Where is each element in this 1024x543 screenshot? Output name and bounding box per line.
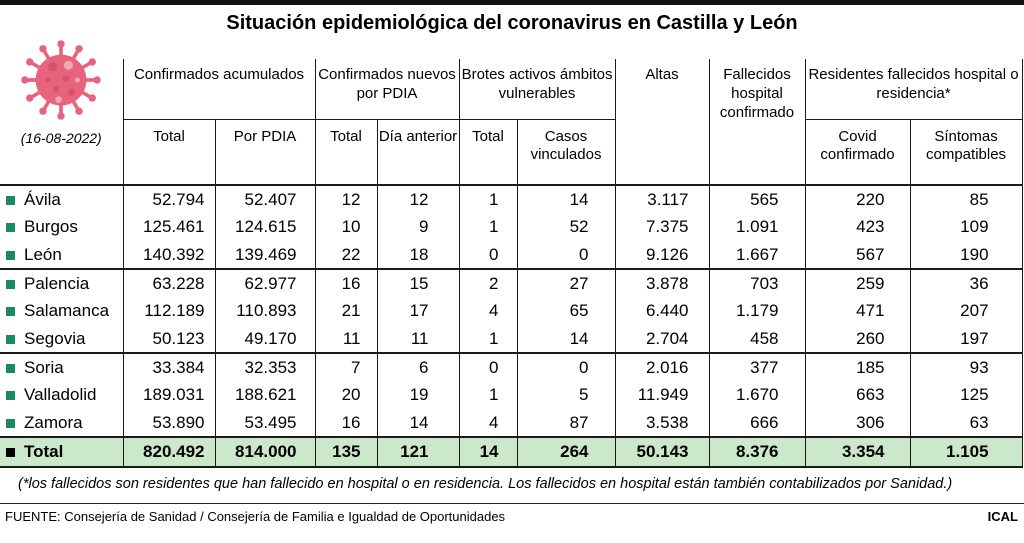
province-name: León <box>24 244 62 264</box>
bullet-icon <box>6 280 15 289</box>
data-cell: 53.495 <box>215 409 315 437</box>
subheader-covid-confirmado: Covid confirmado <box>805 119 910 185</box>
subheader-casos-vinculados: Casos vinculados <box>517 119 615 185</box>
header-sub-row <box>0 119 1022 185</box>
bullet-icon <box>6 251 15 260</box>
coronavirus-icon <box>20 39 102 121</box>
data-cell: 14 <box>517 325 615 353</box>
data-cell: 3.878 <box>615 269 709 297</box>
data-cell: 1 <box>459 185 517 213</box>
subheader-sintomas-compatibles: Síntomas compatibles <box>910 119 1022 185</box>
data-cell: 124.615 <box>215 213 315 241</box>
data-cell: 567 <box>805 241 910 269</box>
subheader-nuevos-total: Total <box>315 119 377 185</box>
province-name: Segovia <box>24 328 86 348</box>
province-cell <box>0 185 123 213</box>
data-cell: 17 <box>377 297 459 325</box>
data-cell: 1.670 <box>709 381 805 409</box>
corner-content <box>0 59 123 148</box>
data-cell: 565 <box>709 185 805 213</box>
data-cell: 12 <box>377 185 459 213</box>
province-name: Palencia <box>24 273 90 293</box>
data-cell: 63.228 <box>123 269 215 297</box>
data-cell: 9 <box>377 213 459 241</box>
data-cell: 423 <box>805 213 910 241</box>
total-cell: 14 <box>459 437 517 467</box>
data-cell: 471 <box>805 297 910 325</box>
data-cell: 1.091 <box>709 213 805 241</box>
table-row-soria <box>0 353 1022 381</box>
data-cell: 18 <box>377 241 459 269</box>
province-cell <box>0 269 123 297</box>
data-cell: 15 <box>377 269 459 297</box>
data-cell: 5 <box>517 381 615 409</box>
data-cell: 197 <box>910 325 1022 353</box>
total-cell: 8.376 <box>709 437 805 467</box>
data-cell: 0 <box>517 241 615 269</box>
data-cell: 112.189 <box>123 297 215 325</box>
page-title: Situación epidemiológica del coronavirus en Castilla y León <box>226 12 798 34</box>
group-header-brotes-activos: Brotes activos ámbitos vulnerables <box>459 59 615 119</box>
data-cell: 11 <box>377 325 459 353</box>
data-cell: 11 <box>315 325 377 353</box>
data-cell: 109 <box>910 213 1022 241</box>
group-header-confirmados-nuevos: Confirmados nuevos por PDIA <box>315 59 459 119</box>
data-cell: 14 <box>377 409 459 437</box>
data-cell: 259 <box>805 269 910 297</box>
source-text: FUENTE: Consejería de Sanidad / Consejería de Familia e Igualdad de Oportunidades <box>5 509 506 524</box>
table-row-leon <box>0 241 1022 269</box>
data-cell: 85 <box>910 185 1022 213</box>
data-cell: 703 <box>709 269 805 297</box>
province-name: Salamanca <box>24 301 110 320</box>
subheader-acumulados-total: Total <box>123 119 215 185</box>
agency-credit: ICAL <box>987 509 1018 524</box>
data-cell: 3.538 <box>615 409 709 437</box>
province-cell <box>0 241 123 269</box>
covid-statistics-table <box>0 59 1023 468</box>
table-body <box>0 185 1022 467</box>
data-cell: 87 <box>517 409 615 437</box>
data-cell: 19 <box>377 381 459 409</box>
data-cell: 185 <box>805 353 910 381</box>
total-cell: 135 <box>315 437 377 467</box>
table-row-burgos <box>0 213 1022 241</box>
bullet-icon <box>6 196 15 205</box>
province-name: Burgos <box>24 217 78 236</box>
data-cell: 16 <box>315 269 377 297</box>
data-cell: 11.949 <box>615 381 709 409</box>
data-cell: 63 <box>910 409 1022 437</box>
bullet-icon <box>6 419 15 428</box>
data-cell: 139.469 <box>215 241 315 269</box>
bullet-icon <box>6 364 15 373</box>
province-name: Soria <box>24 357 64 377</box>
province-cell <box>0 381 123 409</box>
report-date: (16-08-2022) <box>20 130 102 146</box>
data-cell: 260 <box>805 325 910 353</box>
province-cell <box>0 353 123 381</box>
data-cell: 6 <box>377 353 459 381</box>
data-cell: 140.392 <box>123 241 215 269</box>
data-cell: 666 <box>709 409 805 437</box>
data-cell: 377 <box>709 353 805 381</box>
total-cell: 264 <box>517 437 615 467</box>
data-cell: 0 <box>459 353 517 381</box>
header-group-row <box>0 59 1022 119</box>
column-header-fallecidos-hospital: Fallecidos hospital confirmado <box>709 59 805 185</box>
total-cell: 814.000 <box>215 437 315 467</box>
group-header-residentes-fallecidos: Residentes fallecidos hospital o residencia* <box>805 59 1022 119</box>
data-cell: 7 <box>315 353 377 381</box>
data-cell: 16 <box>315 409 377 437</box>
total-cell: 3.354 <box>805 437 910 467</box>
data-cell: 27 <box>517 269 615 297</box>
table-row-total <box>0 437 1022 467</box>
data-cell: 1.179 <box>709 297 805 325</box>
data-cell: 7.375 <box>615 213 709 241</box>
data-cell: 52.794 <box>123 185 215 213</box>
data-cell: 22 <box>315 241 377 269</box>
total-label-cell <box>0 437 123 467</box>
data-cell: 125 <box>910 381 1022 409</box>
data-cell: 1 <box>459 213 517 241</box>
corner-cell <box>0 59 123 185</box>
data-cell: 4 <box>459 297 517 325</box>
bullet-icon <box>6 391 15 400</box>
data-cell: 9.126 <box>615 241 709 269</box>
table-row-palencia <box>0 269 1022 297</box>
data-cell: 52 <box>517 213 615 241</box>
footer <box>0 504 1024 524</box>
data-cell: 207 <box>910 297 1022 325</box>
table-row-zamora <box>0 409 1022 437</box>
table-header <box>0 59 1022 185</box>
data-cell: 4 <box>459 409 517 437</box>
bullet-icon <box>6 335 15 344</box>
province-name: Valladolid <box>24 385 97 404</box>
data-cell: 62.977 <box>215 269 315 297</box>
data-cell: 65 <box>517 297 615 325</box>
data-cell: 220 <box>805 185 910 213</box>
data-cell: 306 <box>805 409 910 437</box>
subheader-dia-anterior: Día anterior <box>377 119 459 185</box>
table-row-avila <box>0 185 1022 213</box>
group-header-confirmados-acumulados: Confirmados acumulados <box>123 59 315 119</box>
data-cell: 1 <box>459 381 517 409</box>
bullet-icon <box>6 223 15 232</box>
data-cell: 458 <box>709 325 805 353</box>
province-cell <box>0 297 123 325</box>
data-cell: 125.461 <box>123 213 215 241</box>
data-cell: 20 <box>315 381 377 409</box>
data-cell: 50.123 <box>123 325 215 353</box>
data-cell: 36 <box>910 269 1022 297</box>
data-cell: 663 <box>805 381 910 409</box>
data-cell: 33.384 <box>123 353 215 381</box>
data-cell: 2.016 <box>615 353 709 381</box>
data-cell: 0 <box>517 353 615 381</box>
province-cell <box>0 213 123 241</box>
data-cell: 189.031 <box>123 381 215 409</box>
column-header-altas: Altas <box>615 59 709 185</box>
table-row-valladolid <box>0 381 1022 409</box>
bullet-icon <box>6 448 15 457</box>
total-cell: 121 <box>377 437 459 467</box>
province-name: Zamora <box>24 412 83 432</box>
data-cell: 14 <box>517 185 615 213</box>
data-cell: 53.890 <box>123 409 215 437</box>
data-cell: 0 <box>459 241 517 269</box>
data-cell: 1.667 <box>709 241 805 269</box>
data-cell: 6.440 <box>615 297 709 325</box>
table-row-salamanca <box>0 297 1022 325</box>
total-cell: 50.143 <box>615 437 709 467</box>
province-cell <box>0 325 123 353</box>
province-cell <box>0 409 123 437</box>
data-cell: 49.170 <box>215 325 315 353</box>
bullet-icon <box>6 307 15 316</box>
data-cell: 10 <box>315 213 377 241</box>
data-cell: 2 <box>459 269 517 297</box>
data-cell: 190 <box>910 241 1022 269</box>
data-cell: 110.893 <box>215 297 315 325</box>
footnote: (*los fallecidos son residentes que han fallecido en hospital o en residencia. Los fallecidos en hospital están también contabilizados por Sanidad.) <box>18 476 953 492</box>
data-cell: 93 <box>910 353 1022 381</box>
data-cell: 3.117 <box>615 185 709 213</box>
data-cell: 2.704 <box>615 325 709 353</box>
data-cell: 12 <box>315 185 377 213</box>
data-cell: 32.353 <box>215 353 315 381</box>
table-row-segovia <box>0 325 1022 353</box>
data-cell: 21 <box>315 297 377 325</box>
data-cell: 52.407 <box>215 185 315 213</box>
total-cell: 820.492 <box>123 437 215 467</box>
subheader-brotes-total: Total <box>459 119 517 185</box>
total-label: Total <box>24 442 64 461</box>
data-cell: 188.621 <box>215 381 315 409</box>
total-cell: 1.105 <box>910 437 1022 467</box>
subheader-por-pdia: Por PDIA <box>215 119 315 185</box>
province-name: Ávila <box>24 189 61 209</box>
data-cell: 1 <box>459 325 517 353</box>
